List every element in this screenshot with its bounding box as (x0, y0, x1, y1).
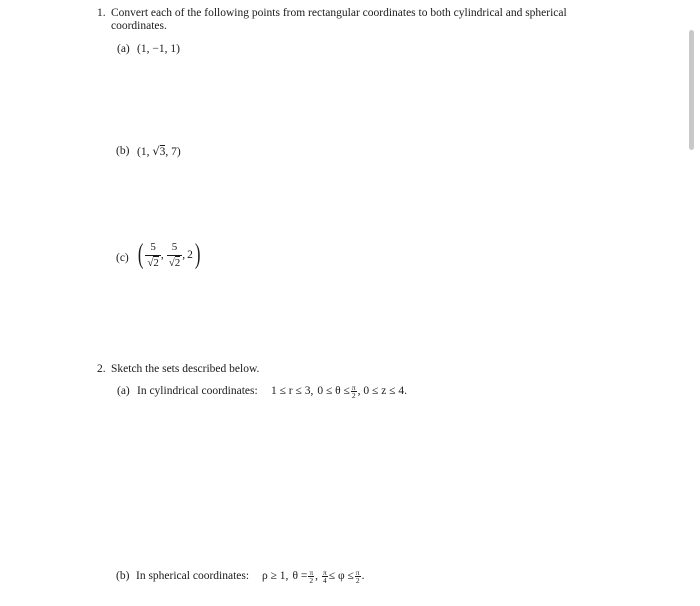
left-paren: ( (137, 239, 144, 270)
part-2a-theta-frac (351, 384, 357, 399)
part-1a-point: (1, −1, 1) (137, 43, 180, 55)
comma: , (182, 248, 186, 261)
problem-1-text-line-1: Convert each of the following points from rectangular coordinates to both cylindrical and spherical (111, 7, 567, 19)
part-2a-theta-lower: 0 ≤ θ ≤ (317, 384, 350, 397)
part-2b-label: (b) (116, 570, 130, 582)
part-2a-prefix: In cylindrical coordinates: (137, 385, 258, 397)
part-1b-label: (b) (116, 145, 130, 157)
part-1b-point (137, 145, 181, 159)
problem-2-number: 2. (97, 363, 106, 375)
part-2a-theta-frac-num: π (351, 382, 356, 392)
part-2b-math (262, 566, 364, 586)
part-1a-label: (a) (117, 43, 130, 55)
part-2a-label: (a) (117, 385, 130, 397)
part-2b-rho: ρ ≥ 1, (262, 569, 289, 582)
period: . (361, 569, 365, 582)
part-2b-theta-den: 2 (309, 575, 314, 585)
part-1c-den-2 (167, 256, 183, 270)
part-2b-phi-upper-num: π (355, 567, 360, 577)
problem-1-text-line-2: coordinates. (111, 20, 167, 32)
part-1c-label: (c) (116, 252, 129, 264)
part-2a-r-range: 1 ≤ r ≤ 3, (271, 384, 314, 397)
part-1c-radicand-1: 2 (153, 256, 159, 269)
part-1b-open: (1, (137, 146, 153, 158)
part-2b-theta-frac (308, 569, 314, 584)
sqrt-sign: √ (147, 256, 154, 269)
part-1b-close: , 7) (165, 146, 181, 158)
part-1c-frac-2 (167, 240, 186, 270)
sqrt-sign: √ (168, 256, 175, 269)
part-1c-num-2: 5 (167, 241, 183, 256)
part-1c-den-1 (145, 256, 161, 270)
part-1c-num-1: 5 (145, 241, 161, 256)
part-2b-phi-lower-frac (322, 569, 328, 584)
part-2a-theta-frac-den: 2 (351, 390, 356, 400)
part-2b-theta-eq: θ = (292, 569, 308, 582)
problem-2-text: Sketch the sets described below. (111, 363, 260, 375)
part-2b-phi-mid: ≤ φ ≤ (328, 569, 354, 582)
part-1c-last: 2 (187, 248, 193, 261)
part-2b-prefix: In spherical coordinates: (136, 570, 250, 582)
part-1b-radicand: 3 (159, 146, 166, 158)
sqrt-sign: √ (152, 144, 160, 158)
part-2b-phi-lower-num: π (322, 567, 327, 577)
comma: , (315, 569, 318, 582)
part-1c-frac-1 (145, 241, 161, 270)
part-1c-radicand-2: 2 (174, 256, 181, 269)
part-1c-point (136, 238, 202, 272)
problem-1-number: 1. (97, 7, 106, 19)
part-2b-phi-lower-den: 4 (323, 575, 327, 585)
scrollbar-track[interactable] (688, 0, 700, 606)
part-2b-phi-upper-frac (355, 569, 361, 584)
right-paren: ) (194, 239, 201, 270)
comma: , (160, 248, 164, 261)
part-2a-math (271, 381, 407, 401)
part-2b-phi-upper-den: 2 (355, 575, 360, 585)
part-2a-z-range: , 0 ≤ z ≤ 4. (357, 384, 407, 397)
part-2b-theta-num: π (309, 567, 314, 577)
scrollbar-thumb[interactable] (689, 30, 694, 150)
